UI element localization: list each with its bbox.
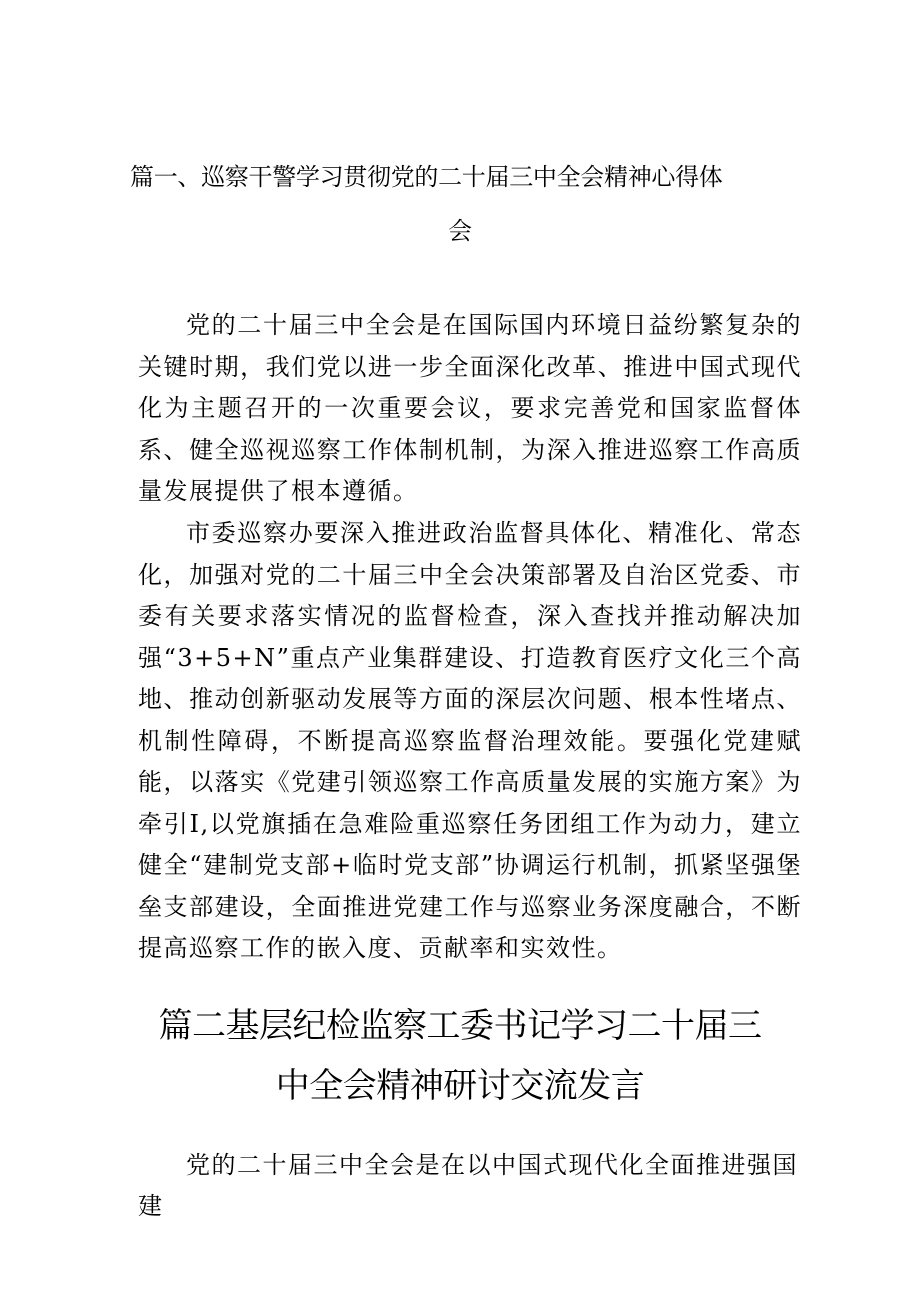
section1-title-line2: 会 <box>448 217 472 245</box>
section1-title-line1: 篇一、巡察干警学习贯彻党的二十届三中全会精神心得体 <box>130 163 723 191</box>
section2-title-line1: 篇二基层纪检监察工委书记学习二十届三 <box>158 1006 762 1046</box>
section2-title-line2: 中全会精神研讨交流发言 <box>275 1066 645 1106</box>
section2-title <box>120 996 800 1116</box>
section1-paragraph-1: 党的二十届三中全会是在国际国内环境日益纷繁复杂的关键时期，我们党以进一步全面深化改革、推进中国式现代化为主题召开的一次重要会议，要求完善党和国家监督体系、健全巡视巡察工作体制机制，为深入推进巡察工作高质量发展提供了根本遵循。 <box>138 311 802 505</box>
section2-paragraph-start: 党的二十届三中全会是在以中国式现代化全面推进强国建 <box>138 1151 798 1220</box>
section1-paragraph-2: 市委巡察办要深入推进政治监督具体化、精准化、常态化，加强对党的二十届三中全会决策部署及自治区党委、市委有关要求落实情况的监督检查，深入查找并推动解决加强“3+5+N”重点产业集群建设、打造教育医疗文化三个高地、推动创新驱动发展等方面的深层次问题、根本性堵点、机制性障碍，不断提高巡察监督治理效能。要强化党建赋能，以落实《党建引领巡察工作高质量发展的实施方案》为牵引I,以党旗插在急难险重巡察任务团组工作为动力，建立健全“建制党支部+临时党支部”协调运行机制，抓紧坚强堡垒支部建设，全面推进党建工作与巡察业务深度融合，不断提高巡察工作的嵌入度、贡献率和实效性。 <box>138 519 802 962</box>
section1-title <box>130 150 790 258</box>
